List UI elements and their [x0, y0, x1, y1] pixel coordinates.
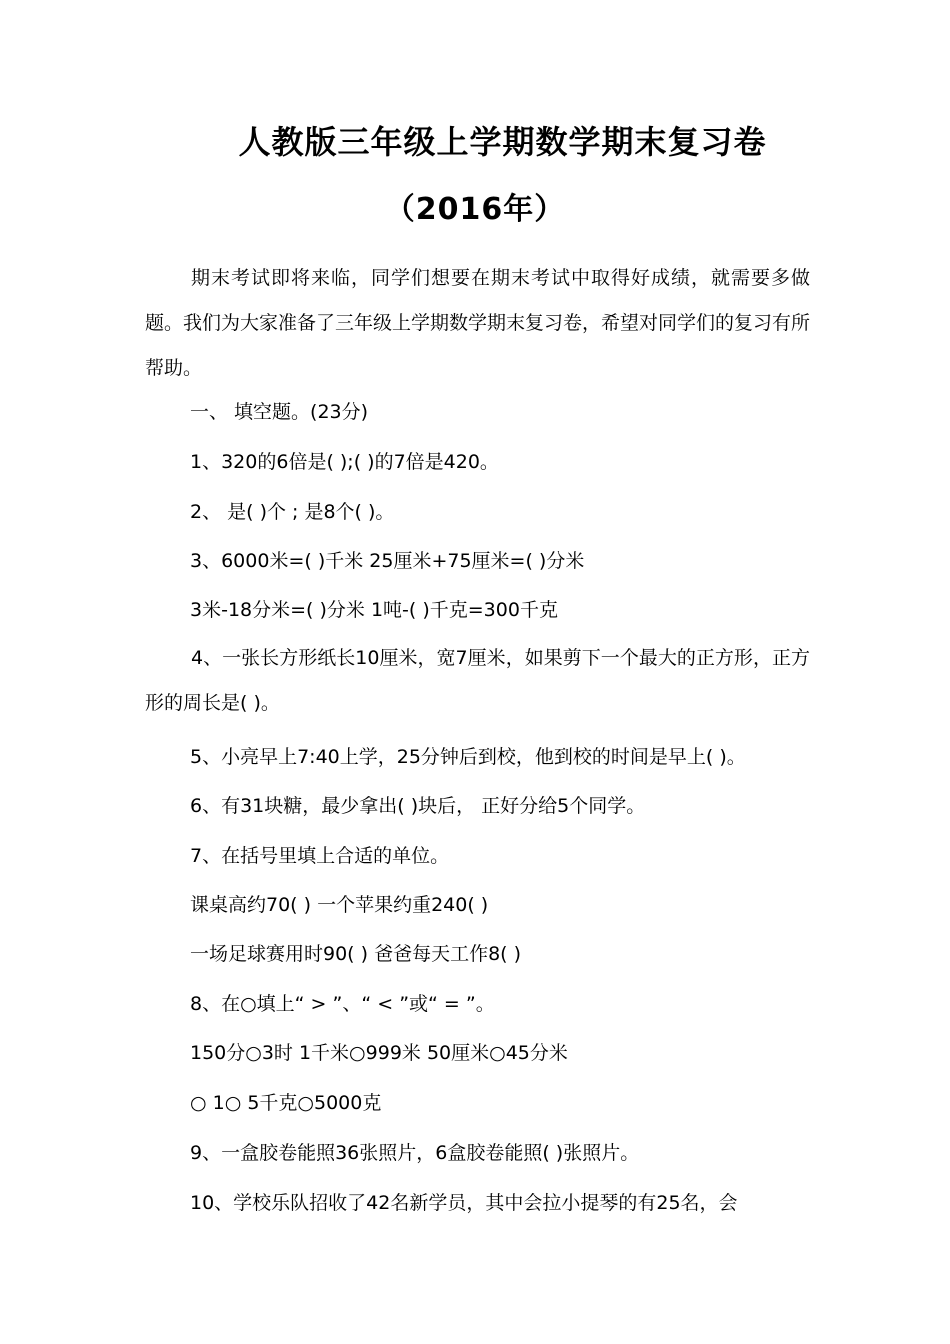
- question-8: 8、在○填上“ > ”、“ < ”或“ = ”。: [190, 993, 495, 1015]
- section-heading: 一、 填空题。(23分): [190, 401, 369, 423]
- question-6: 6、有31块糖，最少拿出( )块后， 正好分给5个同学。: [190, 795, 646, 817]
- question-5: 5、小亮早上7:40上学，25分钟后到校，他到校的时间是早上( )。: [190, 746, 746, 768]
- question-2: 2、 是( )个 ; 是8个( )。: [190, 501, 395, 523]
- question-3-line-2: 3米-18分米=( )分米 1吨-( )千克=300千克: [190, 599, 558, 621]
- document-subtitle: （2016年）: [384, 192, 566, 227]
- question-1: 1、320的6倍是( );( )的7倍是420。: [190, 451, 499, 473]
- question-8-line-1: 150分○3时 1千米○999米 50厘米○45分米: [190, 1042, 568, 1064]
- question-4: 4、一张长方形纸长10厘米，宽7厘米，如果剪下一个最大的正方形，正方形的周长是( )。: [145, 647, 810, 714]
- question-7-line-2: 一场足球赛用时90( ) 爸爸每天工作8( ): [190, 943, 522, 965]
- question-7-line-1: 课桌高约70( ) 一个苹果约重240( ): [190, 894, 489, 916]
- question-10: 10、学校乐队招收了42名新学员，其中会拉小提琴的有25名，会: [190, 1192, 738, 1214]
- intro-paragraph: 期末考试即将来临，同学们想要在期末考试中取得好成绩，就需要多做题。我们为大家准备了三年级上学期数学期末复习卷，希望对同学们的复习有所帮助。: [145, 267, 811, 379]
- question-7: 7、在括号里填上合适的单位。: [190, 845, 450, 867]
- question-9: 9、一盒胶卷能照36张照片，6盒胶卷能照( )张照片。: [190, 1142, 640, 1164]
- question-8-line-2: ○ 1○ 5千克○5000克: [190, 1092, 382, 1114]
- question-3-line-1: 3、6000米=( )千米 25厘米+75厘米=( )分米: [190, 550, 585, 572]
- document-title: 人教版三年级上学期数学期末复习卷: [238, 123, 767, 161]
